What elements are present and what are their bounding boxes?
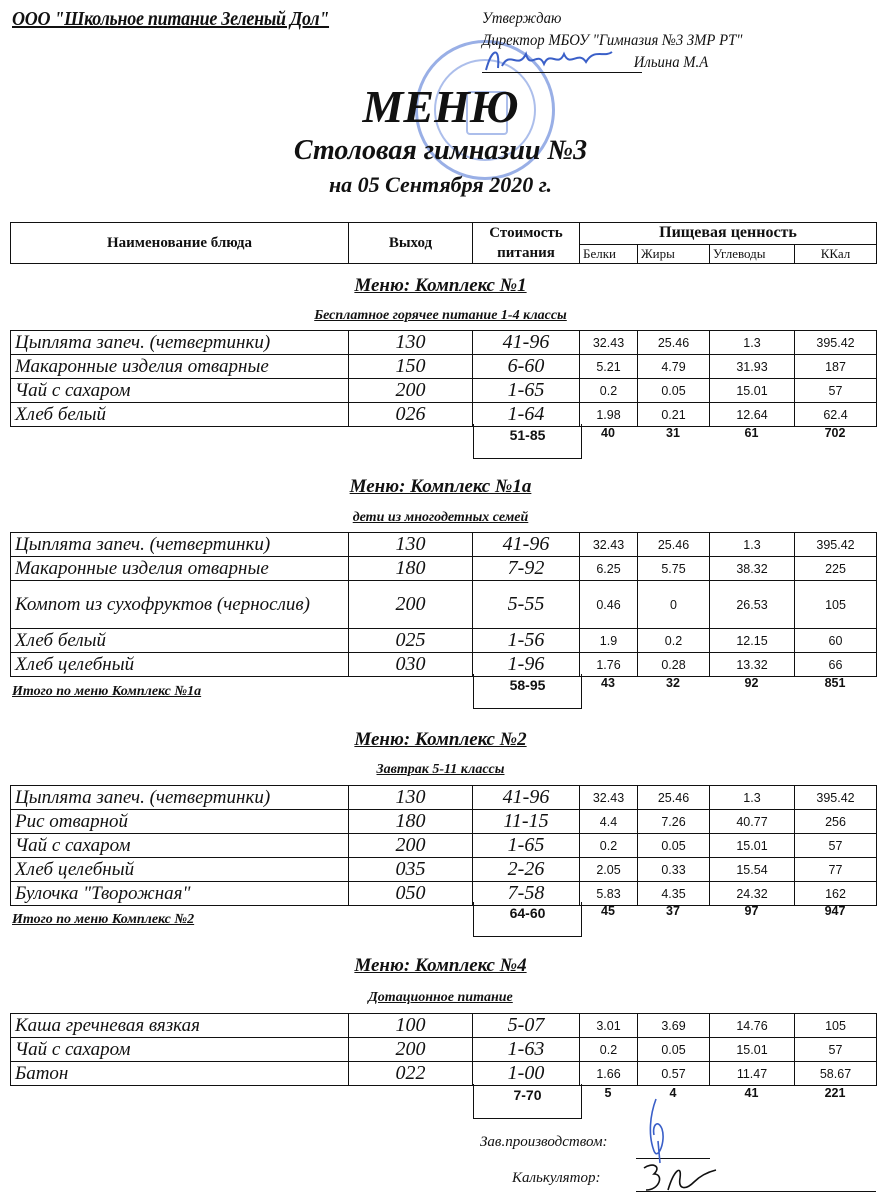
canteen-name: Столовая гимназии №3	[293, 135, 588, 166]
dish-carbs: 15.01	[710, 1038, 795, 1062]
total-protein: 5	[604, 1086, 612, 1100]
dish-protein: 0.46	[580, 581, 638, 629]
dish-name: Булочка "Творожная"	[11, 882, 349, 906]
menu-item-row	[11, 581, 877, 629]
column-header-table	[10, 222, 877, 264]
dish-kcal: 105	[795, 1014, 877, 1038]
dish-protein: 32.43	[580, 533, 638, 557]
dish-carbs: 38.32	[710, 557, 795, 581]
total-kcal: 947	[824, 904, 846, 918]
menu-table	[10, 330, 877, 427]
menu-item-row	[11, 810, 877, 834]
dish-fat: 4.79	[638, 355, 710, 379]
column-output: Выход	[349, 223, 473, 264]
dish-name: Чай с сахаром	[11, 834, 349, 858]
dish-fat: 0.2	[638, 629, 710, 653]
column-protein: Белки	[580, 244, 638, 263]
menu-item-row	[11, 882, 877, 906]
menu-table	[10, 785, 877, 906]
production-head-signature-icon	[640, 1095, 680, 1165]
director-signature-icon	[478, 40, 618, 80]
dish-name: Хлеб белый	[11, 629, 349, 653]
dish-protein: 0.2	[580, 1038, 638, 1062]
dish-price: 2-26	[473, 858, 580, 882]
menu-group-title: Завтрак 5-11 классы	[376, 762, 505, 777]
menu-group-title: дети из многодетных семей	[352, 510, 529, 525]
document-title: МЕНЮ	[362, 81, 519, 132]
dish-kcal: 58.67	[795, 1062, 877, 1086]
dish-carbs: 1.3	[710, 533, 795, 557]
dish-output: 150	[349, 355, 473, 379]
dish-fat: 25.46	[638, 331, 710, 355]
dish-kcal: 62.4	[795, 403, 877, 427]
calculator-signature-icon	[640, 1160, 720, 1200]
dish-fat: 0.28	[638, 653, 710, 677]
dish-fat: 0.05	[638, 1038, 710, 1062]
total-price: 64-60	[473, 902, 582, 937]
total-carbs: 97	[744, 904, 759, 918]
menu-item-row	[11, 629, 877, 653]
dish-carbs: 31.93	[710, 355, 795, 379]
column-fat: Жиры	[638, 244, 710, 263]
dish-output: 130	[349, 786, 473, 810]
dish-name: Чай с сахаром	[11, 1038, 349, 1062]
dish-carbs: 15.54	[710, 858, 795, 882]
dish-kcal: 77	[795, 858, 877, 882]
dish-protein: 0.2	[580, 379, 638, 403]
column-dish-name: Наименование блюда	[11, 223, 349, 264]
total-kcal: 851	[824, 676, 846, 690]
dish-price: 1-56	[473, 629, 580, 653]
dish-carbs: 14.76	[710, 1014, 795, 1038]
menu-item-row	[11, 331, 877, 355]
menu-section-title: Меню: Комплекс №4	[354, 955, 527, 976]
menu-table	[10, 532, 877, 677]
dish-name: Хлеб белый	[11, 403, 349, 427]
dish-fat: 0.57	[638, 1062, 710, 1086]
dish-name: Каша гречневая вязкая	[11, 1014, 349, 1038]
approval-label: Утверждаю	[482, 10, 562, 27]
dish-fat: 5.75	[638, 557, 710, 581]
dish-fat: 0.21	[638, 403, 710, 427]
total-price: 58-95	[473, 674, 582, 709]
dish-fat: 25.46	[638, 533, 710, 557]
dish-fat: 4.35	[638, 882, 710, 906]
dish-price: 41-96	[473, 533, 580, 557]
dish-price: 1-64	[473, 403, 580, 427]
dish-protein: 32.43	[580, 331, 638, 355]
dish-protein: 1.76	[580, 653, 638, 677]
dish-kcal: 57	[795, 379, 877, 403]
dish-kcal: 225	[795, 557, 877, 581]
dish-carbs: 1.3	[710, 786, 795, 810]
dish-price: 41-96	[473, 786, 580, 810]
dish-kcal: 66	[795, 653, 877, 677]
dish-output: 200	[349, 581, 473, 629]
dish-carbs: 15.01	[710, 379, 795, 403]
dish-protein: 32.43	[580, 786, 638, 810]
dish-protein: 5.83	[580, 882, 638, 906]
dish-kcal: 256	[795, 810, 877, 834]
total-fat: 37	[666, 904, 680, 918]
dish-protein: 0.2	[580, 834, 638, 858]
dish-kcal: 57	[795, 834, 877, 858]
dish-price: 5-07	[473, 1014, 580, 1038]
dish-fat: 25.46	[638, 786, 710, 810]
dish-fat: 0.05	[638, 379, 710, 403]
dish-name: Макаронные изделия отварные	[11, 557, 349, 581]
dish-carbs: 1.3	[710, 331, 795, 355]
menu-item-row	[11, 1062, 877, 1086]
total-fat: 32	[666, 676, 680, 690]
menu-group-title: Дотационное питание	[368, 990, 513, 1005]
menu-item-row	[11, 653, 877, 677]
column-cost: Стоимость питания	[473, 223, 580, 264]
menu-item-row	[11, 355, 877, 379]
organization-name: ООО "Школьное питание Зеленый Дол"	[12, 8, 330, 30]
menu-item-row	[11, 858, 877, 882]
dish-price: 41-96	[473, 331, 580, 355]
approval-signature-line	[482, 72, 642, 73]
dish-output: 026	[349, 403, 473, 427]
menu-section-title: Меню: Комплекс №1а	[349, 476, 532, 497]
dish-fat: 0.05	[638, 834, 710, 858]
dish-price: 1-00	[473, 1062, 580, 1086]
dish-name: Макаронные изделия отварные	[11, 355, 349, 379]
dish-carbs: 24.32	[710, 882, 795, 906]
dish-kcal: 57	[795, 1038, 877, 1062]
menu-item-row	[11, 1038, 877, 1062]
dish-output: 025	[349, 629, 473, 653]
dish-kcal: 105	[795, 581, 877, 629]
total-price: 51-85	[473, 424, 582, 459]
dish-protein: 1.66	[580, 1062, 638, 1086]
dish-fat: 0	[638, 581, 710, 629]
total-fat: 31	[666, 426, 680, 440]
dish-price: 1-65	[473, 379, 580, 403]
dish-name: Рис отварной	[11, 810, 349, 834]
dish-protein: 6.25	[580, 557, 638, 581]
dish-output: 180	[349, 557, 473, 581]
calculator-label: Калькулятор:	[512, 1170, 601, 1186]
dish-price: 5-55	[473, 581, 580, 629]
total-fat: 4	[669, 1086, 677, 1100]
dish-name: Батон	[11, 1062, 349, 1086]
dish-kcal: 162	[795, 882, 877, 906]
menu-item-row	[11, 834, 877, 858]
column-carbs: Углеводы	[710, 244, 795, 263]
dish-kcal: 395.42	[795, 331, 877, 355]
dish-fat: 0.33	[638, 858, 710, 882]
dish-name: Компот из сухофруктов (чернослив)	[11, 581, 349, 629]
dish-kcal: 395.42	[795, 533, 877, 557]
menu-date: на 05 Сентября 2020 г.	[328, 172, 553, 197]
total-protein: 40	[601, 426, 615, 440]
dish-name: Чай с сахаром	[11, 379, 349, 403]
dish-output: 050	[349, 882, 473, 906]
dish-price: 7-92	[473, 557, 580, 581]
dish-output: 200	[349, 379, 473, 403]
total-carbs: 61	[744, 426, 759, 440]
dish-price: 1-96	[473, 653, 580, 677]
dish-protein: 5.21	[580, 355, 638, 379]
dish-price: 6-60	[473, 355, 580, 379]
dish-output: 130	[349, 533, 473, 557]
dish-price: 1-65	[473, 834, 580, 858]
dish-output: 130	[349, 331, 473, 355]
dish-output: 022	[349, 1062, 473, 1086]
menu-section-title: Меню: Комплекс №1	[354, 275, 527, 296]
dish-carbs: 11.47	[710, 1062, 795, 1086]
total-protein: 45	[601, 904, 615, 918]
dish-carbs: 12.15	[710, 629, 795, 653]
menu-table	[10, 1013, 877, 1086]
dish-carbs: 15.01	[710, 834, 795, 858]
menu-section-title: Меню: Комплекс №2	[354, 729, 527, 750]
dish-protein: 2.05	[580, 858, 638, 882]
dish-fat: 3.69	[638, 1014, 710, 1038]
total-protein: 43	[601, 676, 615, 690]
total-label: Итого по меню Комплекс №1а	[12, 684, 202, 699]
dish-kcal: 60	[795, 629, 877, 653]
menu-item-row	[11, 379, 877, 403]
total-kcal: 702	[824, 426, 846, 440]
dish-name: Цыплята запеч. (четвертинки)	[11, 331, 349, 355]
dish-carbs: 12.64	[710, 403, 795, 427]
dish-protein: 4.4	[580, 810, 638, 834]
total-carbs: 41	[744, 1086, 759, 1100]
column-kcal: ККал	[795, 244, 877, 263]
total-kcal: 221	[824, 1086, 846, 1100]
dish-kcal: 187	[795, 355, 877, 379]
dish-name: Хлеб целебный	[11, 858, 349, 882]
menu-item-row	[11, 786, 877, 810]
dish-fat: 7.26	[638, 810, 710, 834]
dish-name: Цыплята запеч. (четвертинки)	[11, 786, 349, 810]
dish-output: 030	[349, 653, 473, 677]
dish-kcal: 395.42	[795, 786, 877, 810]
total-label: Итого по меню Комплекс №2	[12, 912, 195, 927]
dish-carbs: 40.77	[710, 810, 795, 834]
total-price: 7-70	[473, 1084, 582, 1119]
dish-name: Цыплята запеч. (четвертинки)	[11, 533, 349, 557]
dish-output: 035	[349, 858, 473, 882]
menu-group-title: Бесплатное горячее питание 1-4 классы	[314, 308, 567, 323]
dish-protein: 3.01	[580, 1014, 638, 1038]
total-carbs: 92	[744, 676, 759, 690]
dish-price: 1-63	[473, 1038, 580, 1062]
dish-output: 100	[349, 1014, 473, 1038]
dish-protein: 1.98	[580, 403, 638, 427]
production-head-label: Зав.производством:	[480, 1134, 608, 1150]
menu-item-row	[11, 557, 877, 581]
dish-output: 200	[349, 834, 473, 858]
dish-price: 7-58	[473, 882, 580, 906]
dish-protein: 1.9	[580, 629, 638, 653]
dish-price: 11-15	[473, 810, 580, 834]
dish-output: 180	[349, 810, 473, 834]
column-nutrition: Пищевая ценность	[580, 223, 877, 245]
dish-output: 200	[349, 1038, 473, 1062]
dish-carbs: 13.32	[710, 653, 795, 677]
menu-item-row	[11, 403, 877, 427]
menu-item-row	[11, 1014, 877, 1038]
menu-item-row	[11, 533, 877, 557]
dish-carbs: 26.53	[710, 581, 795, 629]
approver-name: Ильина М.А	[633, 54, 709, 71]
dish-name: Хлеб целебный	[11, 653, 349, 677]
approver-position: Директор МБОУ "Гимназия №3 ЗМР РТ"	[482, 32, 743, 49]
